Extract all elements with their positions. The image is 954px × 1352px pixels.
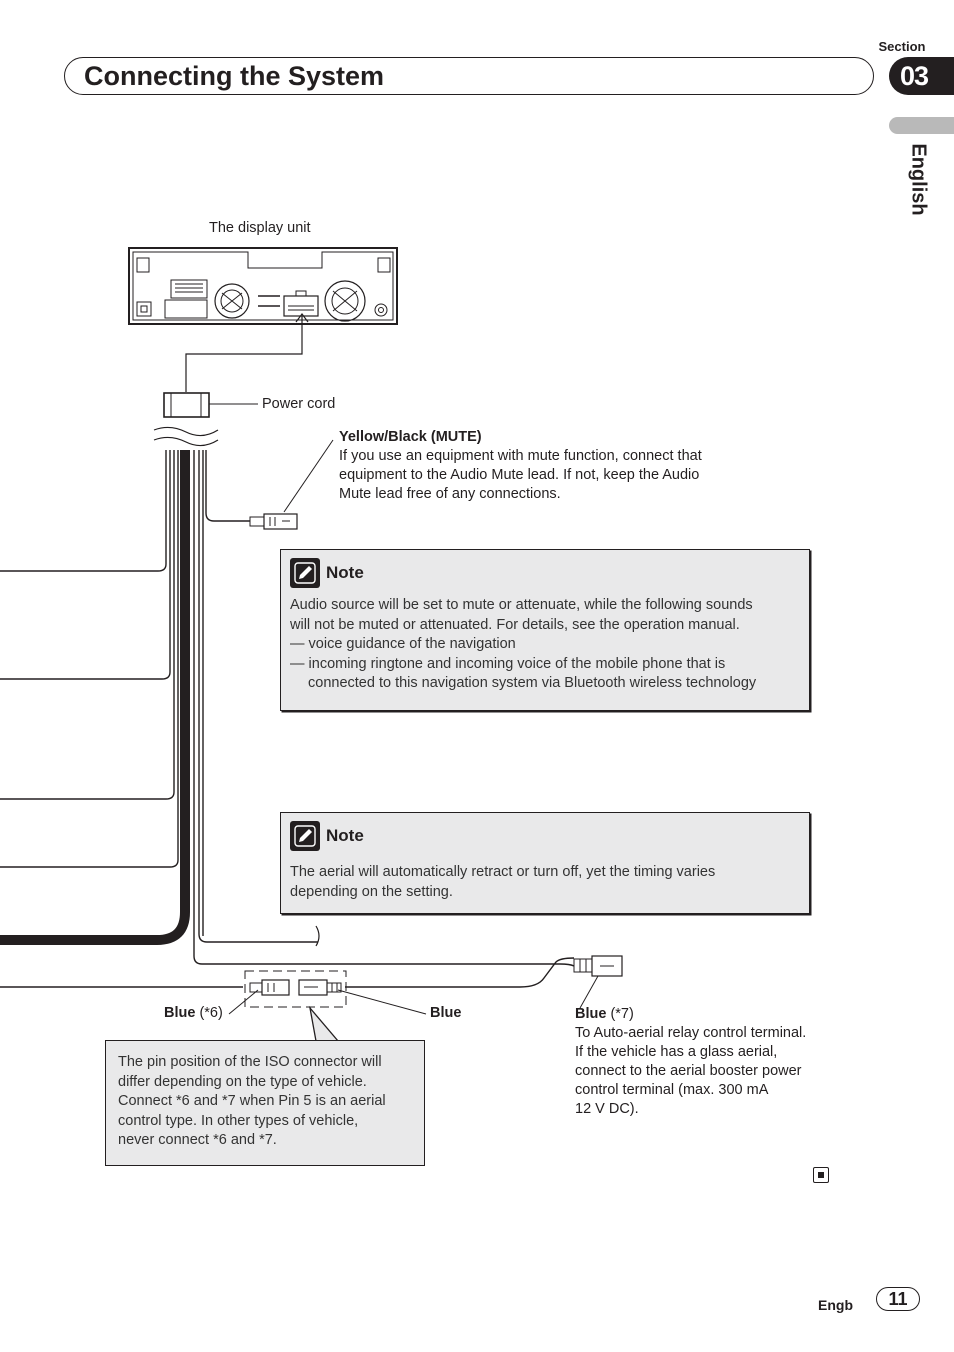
note-line: depending on the setting. <box>290 883 453 900</box>
pencil-icon <box>290 821 320 851</box>
display-unit-drawing <box>129 248 397 324</box>
iso-note-line: control type. In other types of vehicle, <box>118 1112 359 1129</box>
mute-lead-title: Yellow/Black (MUTE) <box>339 429 482 445</box>
end-of-section-icon <box>813 1167 829 1183</box>
page-number: 11 <box>876 1287 920 1311</box>
mute-lead-line: Mute lead free of any connections. <box>339 486 561 502</box>
note-line: connected to this navigation system via Bluetooth wireless technology <box>308 675 757 691</box>
display-unit-label: The display unit <box>209 220 311 236</box>
note-heading <box>290 558 800 588</box>
note-box-aerial <box>280 812 810 914</box>
note-line: — voice guidance of the navigation <box>290 636 516 652</box>
wire-color: Blue <box>164 1005 196 1021</box>
section-label: Section <box>878 39 926 54</box>
language-label: English <box>907 143 930 216</box>
blue-7-callout <box>575 1005 806 1119</box>
note-heading <box>290 821 800 851</box>
note-line: — incoming ringtone and incoming voice of the mobile phone that is <box>290 655 726 672</box>
note-box-mute <box>280 549 810 711</box>
mute-lead-line: If you use an equipment with mute function, connect that <box>339 448 702 464</box>
power-cord-label: Power cord <box>262 396 336 412</box>
wire-ref: (*6) <box>199 1005 223 1021</box>
wire-color: Blue <box>575 1006 607 1022</box>
note-line: Audio source will be set to mute or attenuate, while the following sounds <box>290 597 753 613</box>
blue-7-line: connect to the aerial booster power <box>575 1063 802 1079</box>
iso-note-line: The pin position of the ISO connector will <box>118 1054 382 1070</box>
mute-lead-callout <box>339 428 702 504</box>
blue-7-line: control terminal (max. 300 mA <box>575 1082 769 1098</box>
language-tab <box>889 117 954 134</box>
blue-7-line: 12 V DC). <box>575 1101 639 1117</box>
mute-lead-line: equipment to the Audio Mute lead. If not, keep the Audio <box>339 467 700 483</box>
blue-6-label <box>164 1004 223 1023</box>
iso-note-line: Connect *6 and *7 when Pin 5 is an aerial <box>118 1093 386 1109</box>
page-title: Connecting the System <box>84 61 385 91</box>
note-body <box>290 863 800 902</box>
iso-connector-note <box>105 1040 425 1166</box>
blue-mid-label: Blue <box>430 1005 462 1021</box>
section-number-badge: 03 <box>889 57 954 95</box>
blue-7-line: If the vehicle has a glass aerial, <box>575 1044 778 1060</box>
note-body <box>290 596 800 694</box>
blue-7-line: To Auto-aerial relay control terminal. <box>575 1025 807 1041</box>
pencil-icon <box>290 558 320 588</box>
iso-note-line: never connect *6 and *7. <box>118 1132 277 1148</box>
wire-ref: (*7) <box>610 1006 634 1022</box>
note-heading-text: Note <box>326 563 364 582</box>
footer-language-code: Engb <box>818 1297 853 1313</box>
iso-note-line: differ depending on the type of vehicle. <box>118 1073 367 1090</box>
note-heading-text: Note <box>326 826 364 845</box>
note-line: The aerial will automatically retract or turn off, yet the timing varies <box>290 864 716 880</box>
note-line: will not be muted or attenuated. For details, see the operation manual. <box>290 616 740 633</box>
